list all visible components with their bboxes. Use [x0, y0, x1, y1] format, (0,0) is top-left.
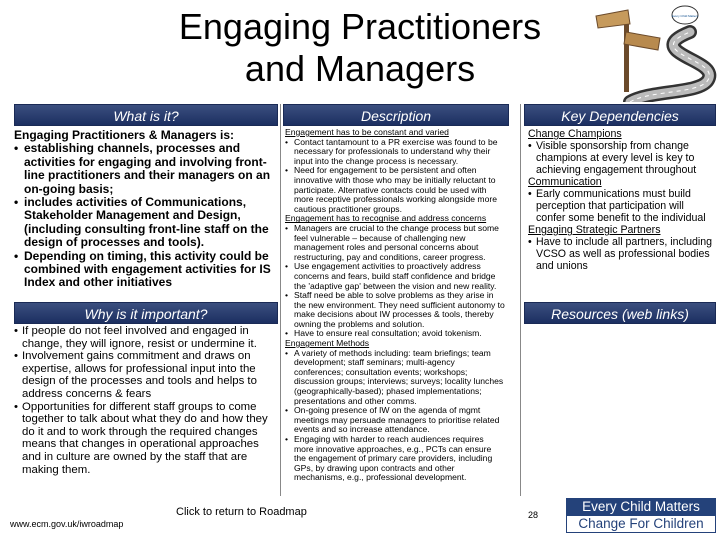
list-item: • Have to include all partners, including VCSO as well as professional bodies and unions [528, 236, 714, 272]
list-item: • If people do not feel involved and engaged in change, they will ignore, resist or undermine it. [14, 325, 278, 350]
list-item: • Visible sponsorship from change champions at every level is key to achieving engagement throughout [528, 140, 714, 176]
signpost-road-logo [590, 2, 720, 102]
header-key-dependencies: Key Dependencies [524, 104, 716, 126]
description-section-heading: Engagement Methods [285, 338, 370, 349]
list-item: • Need for engagement to be persistent and often innovative with those who may be initially reluctant to participate. Alternative contacts could be used with more receptive professionals working alongside more cautious practitioner groups. [285, 166, 505, 214]
list-item: • establishing channels, processes and activities for engaging and involving front-line practitioners and their managers on an on-going basis; [14, 142, 278, 196]
description-list [285, 224, 505, 339]
key-dependencies-content [528, 128, 714, 272]
list-item: • On-going presence of IW on the agenda of mgmt meetings may persuade managers to prioritise related events and so increase attendance. [285, 406, 505, 435]
what-list [14, 142, 278, 289]
list-item: • Contact tantamount to a PR exercise was found to be necessary for professionals to understand why their input into the change process is necessary. [285, 138, 505, 167]
header-why-important: Why is it important? [14, 302, 278, 324]
footer-url[interactable]: www.ecm.gov.uk/iwroadmap [10, 519, 124, 529]
why-important-content [14, 325, 278, 476]
ecm-logo [566, 498, 716, 534]
list-item: • Use engagement activities to proactively address concerns and fears, build staff confidence and bridge the 'adaptive gap' between the vision and new reality. [285, 262, 505, 291]
description-section-heading: Engagement has to be constant and varied [285, 127, 449, 137]
description-list [285, 349, 505, 483]
dependency-heading: Communication [528, 176, 602, 188]
what-is-it-content [14, 129, 278, 290]
column-divider-left [280, 104, 281, 496]
signpost-arrow-right [624, 32, 660, 50]
header-resources: Resources (web links) [524, 302, 716, 324]
list-item: • includes activities of Communications, Stakeholder Management and Design, (including consulting front-line staff on the design of processes and tools). [14, 196, 278, 250]
list-item: • A variety of methods including: team briefings; team development; staff seminars; multi-agency conferences; consultation events; workshops; discussion groups; interviews; surveys; locality lunches (geographically-based); phased implementations; presentations and other comms. [285, 349, 505, 407]
list-item: • Have to ensure real consultation; avoid tokenism. [285, 329, 505, 339]
signpost-pole [624, 20, 629, 92]
dependency-list [528, 236, 714, 272]
header-what-is-it: What is it? [14, 104, 278, 126]
list-item: • Managers are crucial to the change process but some feel vulnerable – because of challenging new management roles and personal concerns about restructuring, pay and conditions, career progress. [285, 224, 505, 262]
list-item: • Opportunities for different staff groups to come together to talk about what they do and how they do it and to work through the required changes means that changes in operational approaches and in culture are owned by the staff that are making them. [14, 401, 278, 477]
slide-title [150, 6, 570, 90]
header-description: Description [283, 104, 509, 126]
ecm-logo-line-1: Every Child Matters [566, 498, 716, 515]
list-item: • Staff need be able to solve problems as they arise in the new environment. They need sufficient autonomy to make decisions about IW processes & tools, thereby owning the problems and solution. [285, 291, 505, 329]
sign-text: Every Child Matters [671, 14, 699, 18]
list-item: • Involvement gains commitment and draws on expertise, allows for professional input into the design of the processes and tools and helps to address concerns & fears [14, 350, 278, 400]
page-number: 28 [528, 510, 539, 520]
title-line-1: Engaging Practitioners [178, 6, 542, 47]
dependency-list [528, 188, 714, 224]
dependency-heading: Change Champions [528, 128, 622, 140]
list-item: • Early communications must build perception that participation will confer some benefit to the individual [528, 188, 714, 224]
what-lead: Engaging Practitioners & Managers is: [14, 128, 235, 142]
dependency-list [528, 140, 714, 176]
title-line-2: and Managers [244, 48, 476, 89]
description-list [285, 138, 505, 215]
description-content [285, 128, 505, 483]
description-section-heading: Engagement has to recognise and address concerns [285, 213, 487, 224]
ecm-logo-line-2: Change For Children [566, 515, 716, 533]
column-divider-right [520, 104, 521, 496]
why-list [14, 325, 278, 476]
list-item: • Engaging with harder to reach audiences requires more innovative approaches, e.g., PCTs can ensure the engagement of primary care providers, including GPs, by drawing upon contracts and other mechanisms, e.g., professional development. [285, 435, 505, 483]
return-to-roadmap-link[interactable]: Click to return to Roadmap [176, 506, 307, 518]
list-item: • Depending on timing, this activity could be combined with engagement activities for IS Index and other initiatives [14, 250, 278, 290]
dependency-heading: Engaging Strategic Partners [528, 224, 661, 236]
